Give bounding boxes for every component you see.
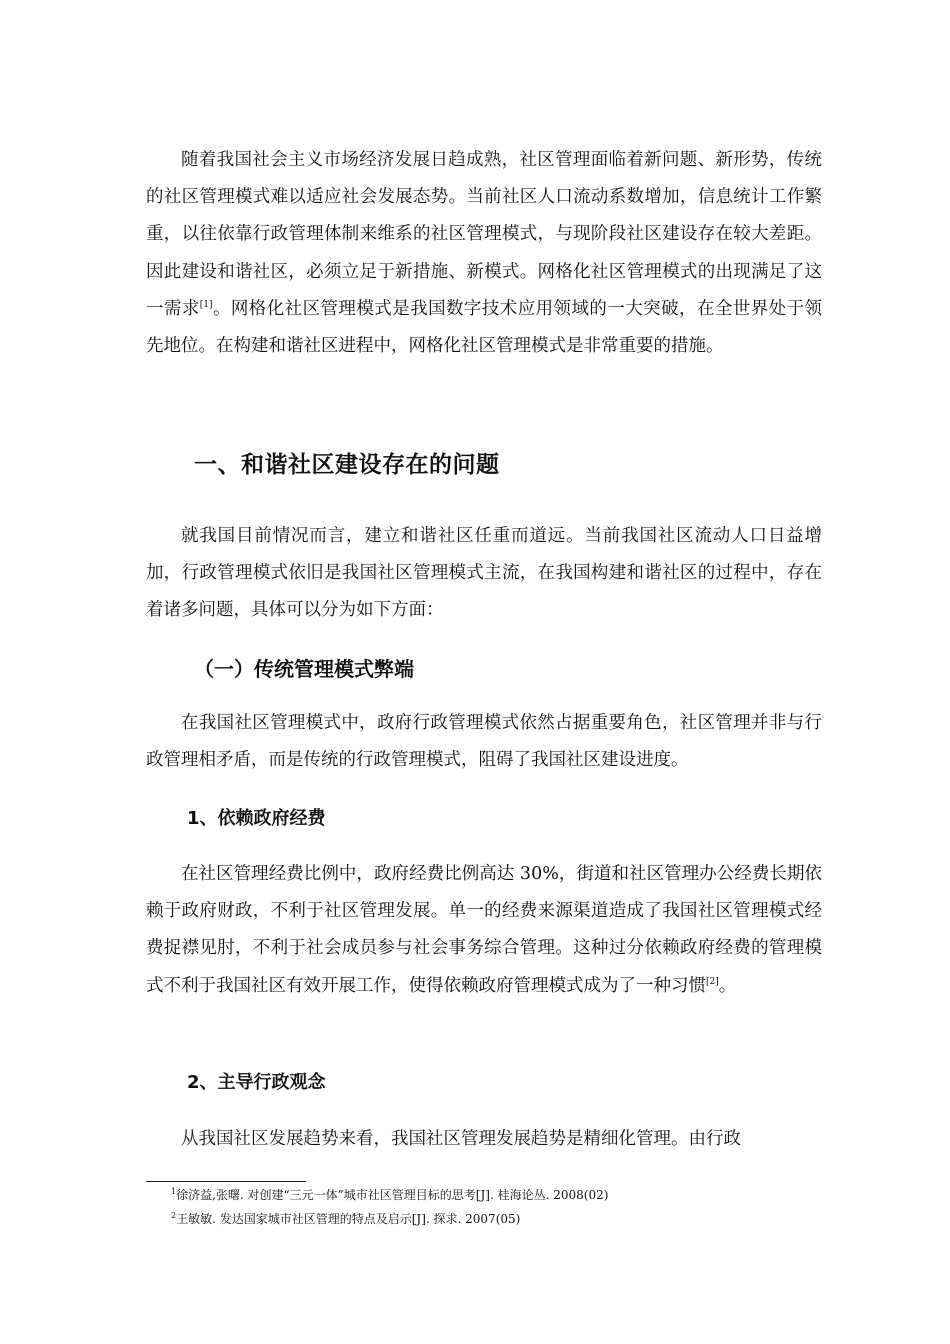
item-heading-1: 1、依赖政府经费 <box>187 808 326 829</box>
section-heading-1: 一、和谐社区建设存在的问题 <box>194 452 500 478</box>
subsection1-paragraph: 在我国社区管理模式中，政府行政管理模式依然占据重要角色，社区管理并非与行政管理相矛盾，而是传统的行政管理模式，阻碍了我国社区建设进度。 <box>146 713 822 771</box>
footnote-1 <box>171 1187 851 1203</box>
footnote-divider <box>146 1181 306 1182</box>
item-heading-2: 2、主导行政观念 <box>187 1072 326 1093</box>
intro-text-part2: 。网格化社区管理模式是我国数字技术应用领域的一大突破，在全世界处于领先地位。在构建和谐社区进程中，网格化社区管理模式是非常重要的措施。 <box>146 298 823 357</box>
footnote-text-2: 王敏敏. 发达国家城市社区管理的特点及启示[J]. 探求. 2007(05) <box>176 1212 521 1226</box>
citation-2[interactable]: [2] <box>706 976 719 987</box>
citation-1[interactable]: [1] <box>199 299 213 310</box>
section1-paragraph: 就我国目前情况而言，建立和谐社区任重而道远。当前我国社区流动人口日益增加，行政管理模式依旧是我国社区管理模式主流，在我国构建和谐社区的过程中，存在着诸多问题，具体可以分为如下方面： <box>146 526 822 621</box>
item1-paragraph <box>146 856 822 1005</box>
item1-text-part1: 在社区管理经费比例中，政府经费比例高达 30%，街道和社区管理办公经费长期依赖于政府财政，不利于社区管理发展。单一的经费来源渠道造成了我国社区管理模式经费捉襟见肘，不利于社会成员参与社会事务综合管理。这种过分依赖政府经费的管理模式不利于我国社区有效开展工作，使得依赖政府管理模式成为了一种习惯 <box>146 864 822 996</box>
footnote-mark-2: 2 <box>171 1211 177 1220</box>
item2-paragraph: 从我国社区发展趋势来看，我国社区管理发展趋势是精细化管理。由行政 <box>181 1129 741 1149</box>
intro-paragraph <box>146 142 822 365</box>
footnote-text-1: 徐济益,张曙. 对创建“三元一体”城市社区管理目标的思考[J]. 桂海论丛. 2008(02) <box>176 1188 609 1202</box>
subsection-heading-1: （一）传统管理模式弊端 <box>194 657 414 681</box>
item1-text-part2: 。 <box>718 975 737 996</box>
intro-text-part1: 随着我国社会主义市场经济发展日趋成熟，社区管理面临着新问题、新形势，传统的社区管理模式难以适应社会发展态势。当前社区人口流动系数增加，信息统计工作繁重，以往依靠行政管理体制来维系的社区管理模式，与现阶段社区建设存在较大差距。因此建设和谐社区，必须立足于新措施、新模式。网格化社区管理模式的出现满足了这一需求 <box>146 150 822 319</box>
footnote-mark-1: 1 <box>171 1187 177 1196</box>
footnote-2 <box>171 1211 851 1227</box>
